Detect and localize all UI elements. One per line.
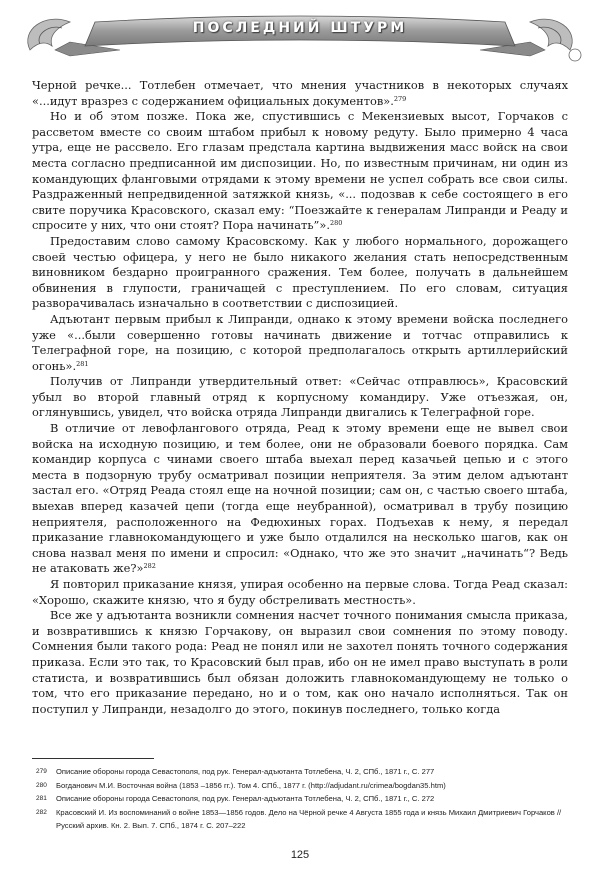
footnote	[36, 765, 568, 779]
footnote-text: Красовский И. Из воспоминаний о войне 1853—1856 годов. Дело на Чёрной речке 4 Августа 1855 года и князь Михаил Дмитриевич Горчаков // Русский архив. Кн. 2. Вып. 7. СПб., 1874 г. С. 207–222	[56, 807, 562, 831]
paragraph-text: В отличие от левофлангового отряда, Реад к этому времени еще не вывел свои войска на исходную позицию, и тем более, они не образовали боевого порядка. Сам командир корпуса с чинами своего штаба выехал перед казачьей цепью и с этого места в подзорную трубу осматривал позиции неприятеля. За этим делом адъютант застал его. «Отряд Реада стоял еще на ночной позиции; сам он, с частью своего штаба, выехав вперед казачей цепи (тогда еще неубранной), осматривал в трубу позицию неприятеля, расположенного на Федюхиных горах. Подъехав к нему, я передал приказание главнокомандующего и уже было отдалился на несколько шагов, как он снова назвал меня по имени и спросил: «Однако, что же это значит „начинать“? Ведь не атаковать же?»	[32, 421, 568, 576]
footnote-text: Описание обороны города Севастополя, под рук. Генерал-адъютанта Тотлебена, Ч. 2, СПб., 1871 г., С. 277	[56, 767, 435, 776]
paragraph-text: Черной речке... Тотлебен отмечает, что мнения участников в некоторых случаях «...идут вразрез с содержанием официальных документов».	[32, 78, 568, 108]
paragraph	[32, 78, 568, 109]
footnote-ref: 280	[329, 219, 343, 228]
footnote	[36, 779, 568, 793]
page-header-title: ПОСЛЕДНИЙ ШТУРМ	[192, 20, 408, 36]
paragraph	[32, 234, 568, 312]
footnote-number: 281	[36, 795, 47, 803]
footnote-ref: 279	[393, 94, 407, 103]
paragraph	[32, 109, 568, 234]
footnotes	[36, 765, 568, 833]
footnote-number: 282	[36, 808, 47, 816]
header-banner	[0, 0, 600, 70]
paragraph	[32, 374, 568, 421]
paragraph-text: Предоставим слово самому Красовскому. Как у любого нормального, дорожащего своей честью офицера, у него не было никакого желания стать непосредственным виновником бездарно проигранного сражения. Тем более, получать в дальнейшем обвинения в глупости, граничащей с преступлением. По его словам, ситуация разворачивалась изначально в соответствии с диспозицией.	[32, 233, 568, 311]
paragraph-text: Адъютант первым прибыл к Липранди, однако к этому времени войска последнего уже «...были совершенно готовы начинать движение и тотчас отправились к Телеграфной горе, на позицию, с которой предполагалось открыть артиллерийский огонь».	[32, 311, 568, 373]
paragraph-text: Получив от Липранди утвердительный ответ: «Сейчас отправлюсь», Красовский убыл во второй главный отряд к корпусному командиру. Уже отъезжая, он, оглянувшись, увидел, что войска отряда Липранди двигались к Телеграфной горе.	[32, 374, 568, 420]
paragraph	[32, 312, 568, 374]
footnote-ref: 281	[76, 359, 89, 368]
footnote-text: Описание обороны города Севастополя, под рук. Генерал-адъютанта Тотлебена, Ч. 2, СПб., 1871 г., С. 272	[56, 794, 435, 804]
paragraph-text: Я повторил приказание князя, упирая особенно на первые слова. Тогда Реад сказал: «Хорошо, скажите князю, что я буду обстреливать местность».	[32, 577, 568, 607]
footnote-ref: 282	[143, 562, 156, 571]
footnote-number: 279	[36, 768, 47, 775]
footnote-text: Богданович М.И. Восточная война (1853 –1856 гг.). Том 4. СПб., 1877 г. (http://adjudant.ru/crimea/bogdan35.htm)	[56, 780, 446, 790]
paragraph	[32, 577, 568, 608]
main-text	[32, 78, 568, 717]
page-number: 125	[290, 849, 310, 861]
paragraph	[32, 608, 568, 717]
paragraph	[32, 421, 568, 577]
footnote	[36, 806, 568, 833]
footnote-number: 280	[36, 781, 47, 789]
footnote-divider	[32, 758, 154, 759]
paragraph-text: Все же у адъютанта возникли сомнения насчет точного понимания смысла приказа, и возвратившись к князю Горчакову, он выразил свои сомнения по этому поводу. Сомнения были такого рода: Реад не понял или не захотел понять точного содержания приказа. Если это так, то Красовский был прав, ибо он не имел право выступать в роли статиста, и возвратившись был обязан доложить главнокомандующему не только о том, что его приказание передано, но и о том, как оно начало исполняться. Так он поступил у Липранди, незадолго до этого, покинув последнего, только когда	[32, 608, 568, 716]
paragraph-text: Но и об этом позже. Пока же, спустившись с Мекензиевых высот, Горчаков с рассветом вместе со своим штабом прибыл к новому редуту. Было примерно 4 часа утра, еще не рассвело. Его глазам предстала картина выдвижения масс войск на свои места согласно предписанной им диспозиции. Но, по известным причинам, ни один из командующих фланговыми отрядами к этому времени не успел собрать все свои силы. Раздраженный непредвиденной затяжкой князь, «... подозвав к себе состоящего в его свите поручика Красовского, сказал ему: “Поезжайте к генералам Липранди и Реаду и спросите у них, что они стоят? Пора начинать”».	[32, 109, 568, 233]
footnote	[36, 792, 568, 806]
